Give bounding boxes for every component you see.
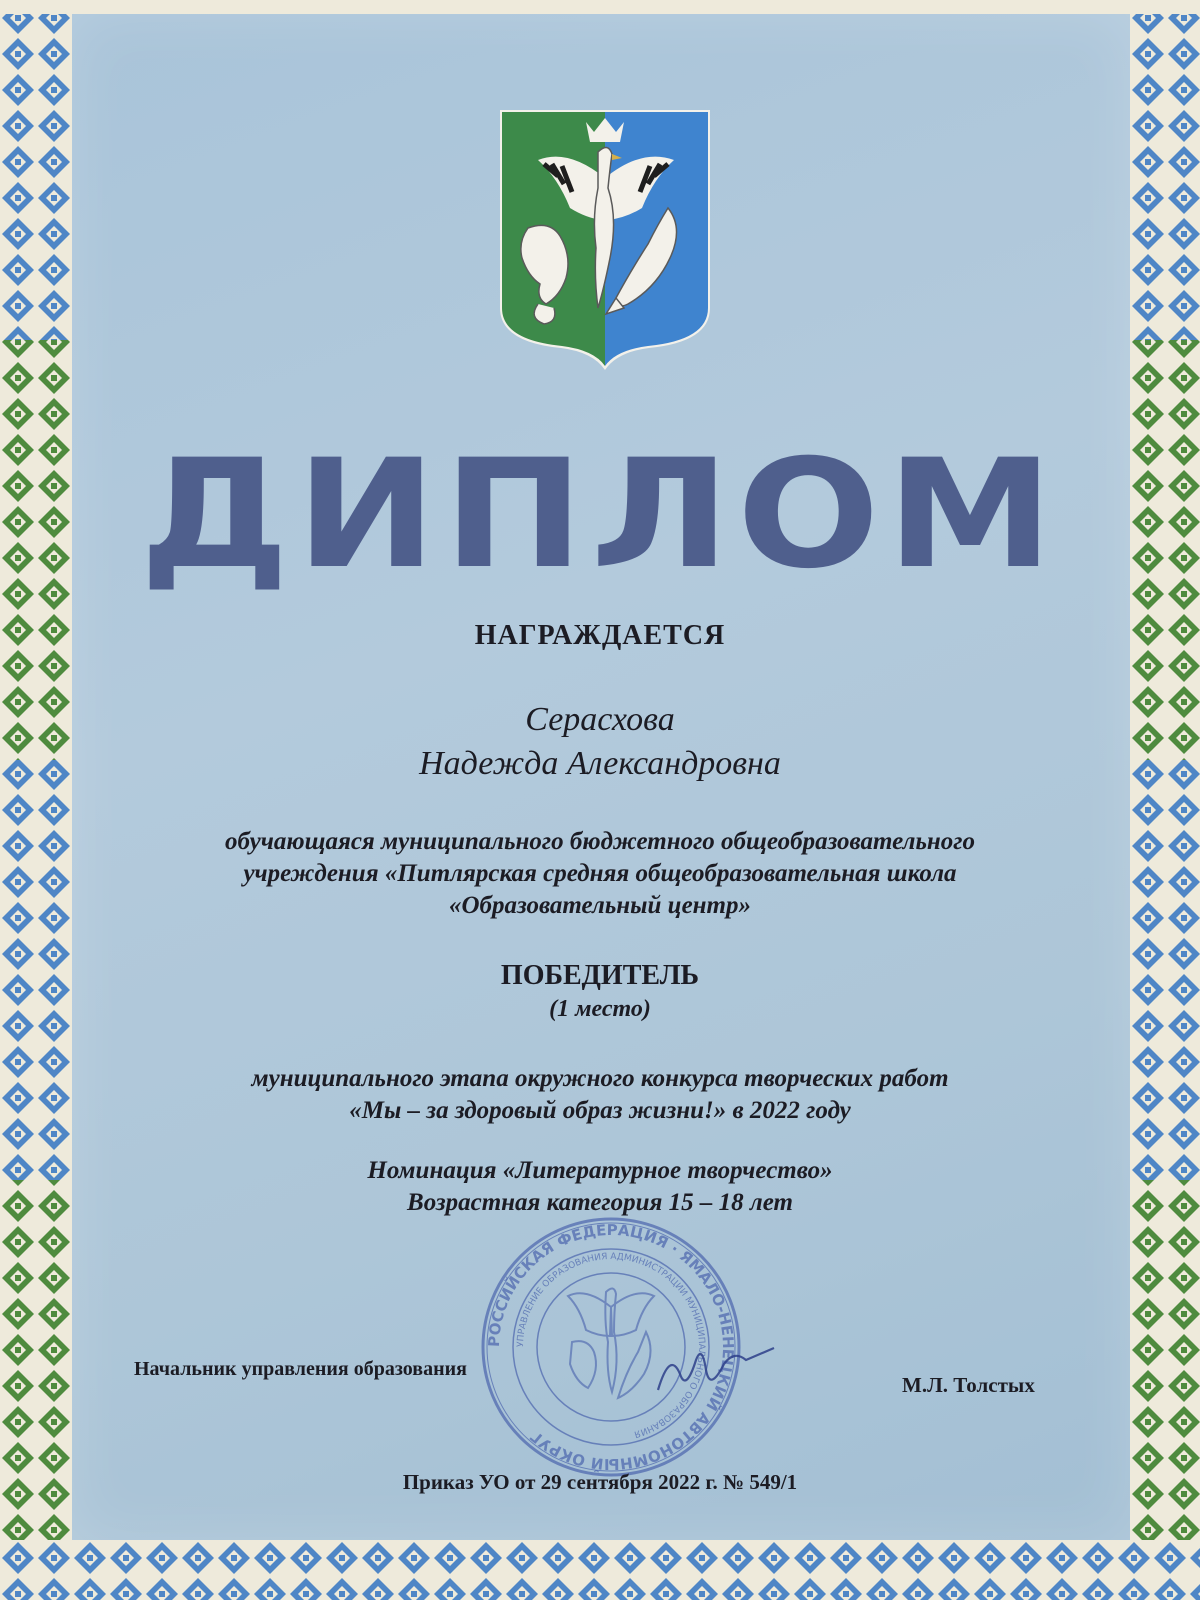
recipient-name bbox=[0, 698, 1200, 786]
place-label: (1 место) bbox=[549, 996, 651, 1022]
contest-line: муниципального этапа окружного конкурса творческих работ bbox=[251, 1065, 949, 1092]
ornament-border-top bbox=[0, 0, 1200, 14]
signatory-name: М.Л. Толстых bbox=[902, 1373, 1035, 1397]
awarded-label: НАГРАЖДАЕТСЯ bbox=[474, 620, 726, 651]
svg-text:УПРАВЛЕНИЕ ОБРАЗОВАНИЯ АДМИНИС: УПРАВЛЕНИЕ ОБРАЗОВАНИЯ АДМИНИСТРАЦИИ МУНИЦИПАЛЬНОГО ОБРАЗОВАНИЯ bbox=[515, 1251, 707, 1439]
order-reference: Приказ УО от 29 сентября 2022 г. № 549/1 bbox=[402, 1470, 798, 1494]
recipient-given-names: Надежда Александровна bbox=[419, 745, 781, 782]
age-category-label: Возрастная категория 15 – 18 лет bbox=[407, 1189, 793, 1216]
nomination-label: Номинация «Литературное творчество» bbox=[367, 1157, 833, 1184]
description-line: учреждения «Питлярская средняя общеобразовательная школа bbox=[243, 860, 957, 887]
contest-description bbox=[0, 1063, 1200, 1127]
coat-of-arms-icon bbox=[498, 108, 712, 372]
recipient-surname: Серасхова bbox=[525, 701, 675, 738]
ornament-border-left bbox=[0, 0, 70, 1600]
svg-text:РОССИЙСКАЯ ФЕДЕРАЦИЯ · ЯМАЛО-Н: РОССИЙСКАЯ ФЕДЕРАЦИЯ · ЯМАЛО-НЕНЕЦКИЙ АВТОНОМНЫЙ ОКРУГ bbox=[484, 1220, 738, 1474]
signature-icon bbox=[650, 1330, 780, 1410]
nomination-block bbox=[0, 1155, 1200, 1219]
ornament-border-right bbox=[1130, 0, 1200, 1600]
description-line: «Образовательный центр» bbox=[448, 892, 751, 919]
contest-line: «Мы – за здоровый образ жизни!» в 2022 году bbox=[349, 1097, 851, 1124]
recipient-description bbox=[0, 826, 1200, 922]
ornament-border-bottom bbox=[0, 1540, 1200, 1600]
diploma-title: ДИПЛОМ bbox=[139, 428, 1061, 602]
winner-label: ПОБЕДИТЕЛЬ bbox=[500, 960, 700, 991]
description-line: обучающаяся муниципального бюджетного общеобразовательного bbox=[225, 828, 975, 855]
signatory-role: Начальник управления образования bbox=[134, 1358, 467, 1380]
